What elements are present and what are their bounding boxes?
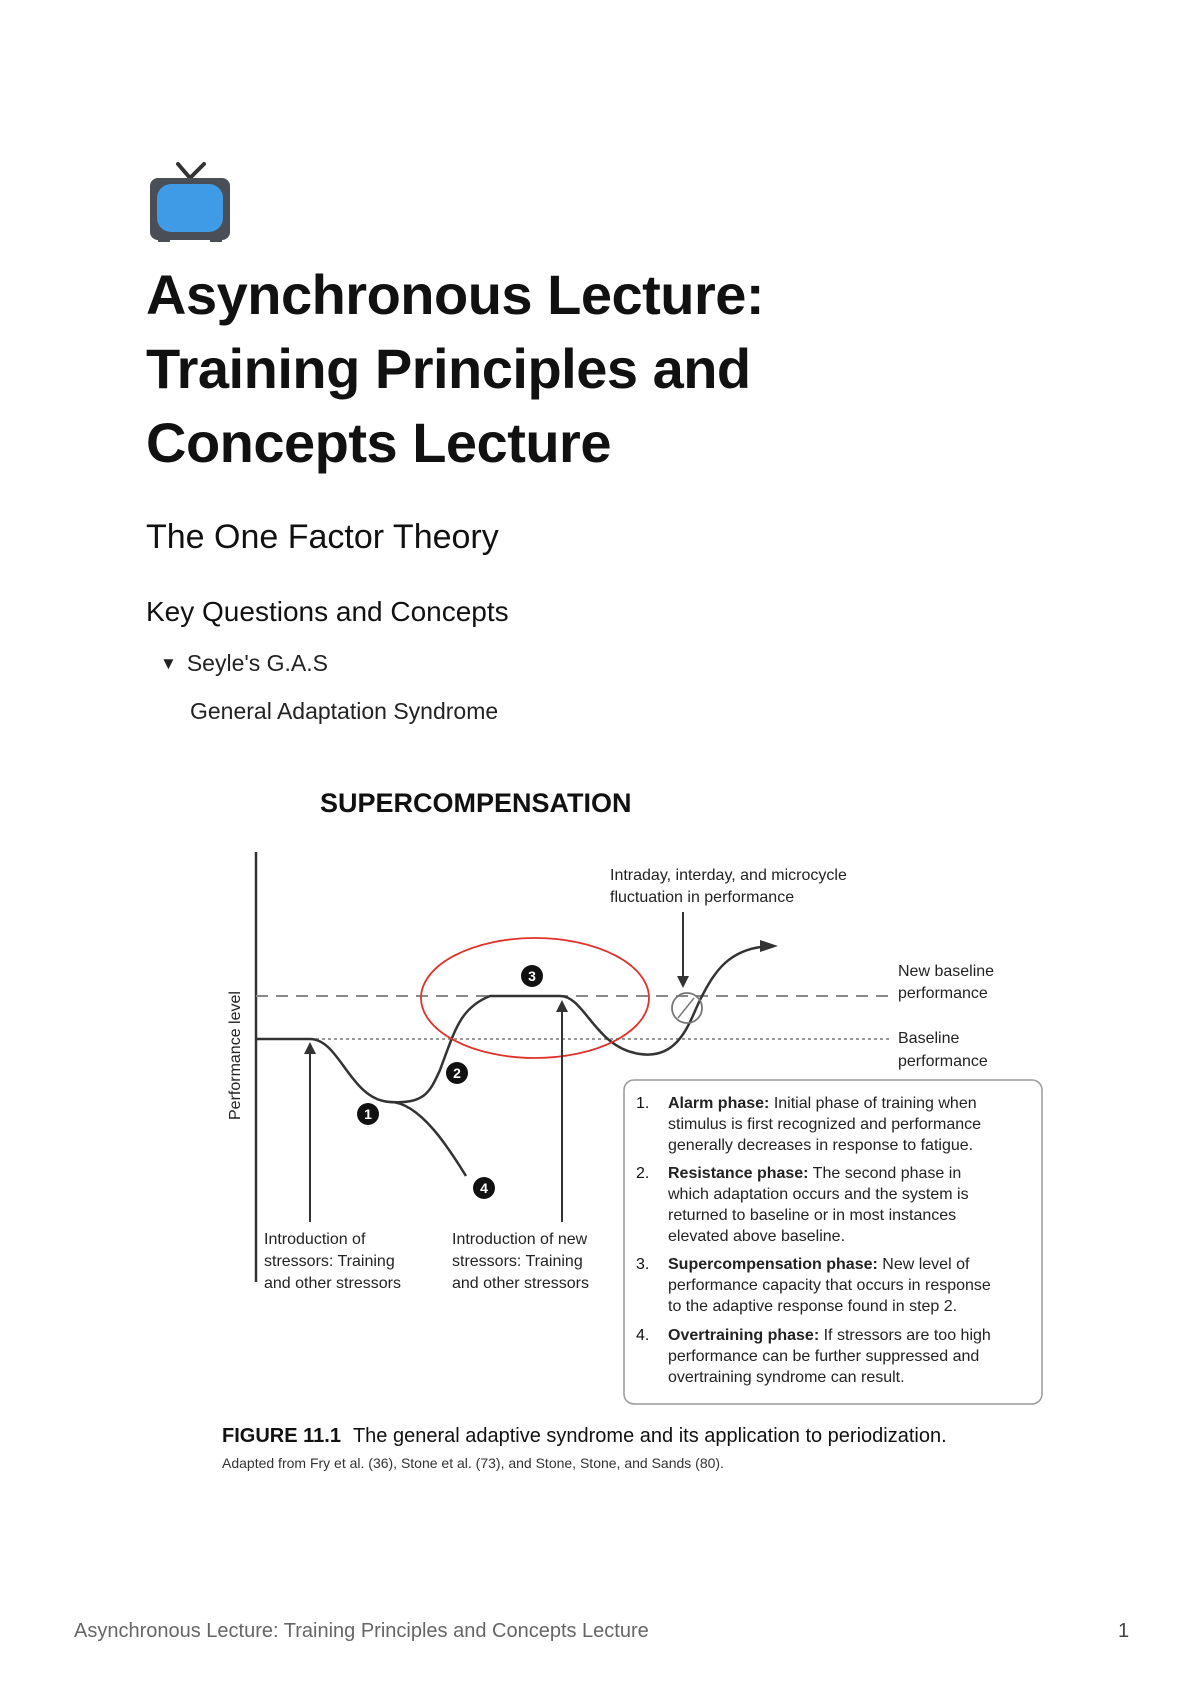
- svg-text:4: 4: [480, 1180, 488, 1196]
- intro-new-stressors-label: and other stressors: [452, 1275, 589, 1292]
- svg-text:2.: 2.: [636, 1165, 650, 1182]
- title-line: Asynchronous Lecture:: [146, 263, 765, 326]
- baseline-label: Baseline: [898, 1030, 960, 1047]
- toggle-body-text: General Adaptation Syndrome: [190, 698, 499, 724]
- svg-text:stimulus is first recognized a: stimulus is first recognized and performance: [668, 1116, 982, 1133]
- intro-new-stressors-label: Introduction of new: [452, 1231, 588, 1248]
- svg-text:3.: 3.: [636, 1256, 650, 1273]
- figure-title: SUPERCOMPENSATION: [320, 788, 632, 818]
- svg-text:4.: 4.: [636, 1327, 650, 1344]
- phase-badge-3: [521, 965, 543, 987]
- svg-text:Overtraining phase: If stresso: Overtraining phase: If stressors are too high: [668, 1327, 991, 1344]
- new-baseline-label: New baseline: [898, 963, 995, 980]
- svg-text:elevated above baseline.: elevated above baseline.: [668, 1228, 846, 1245]
- subsection-heading: Key Questions and Concepts: [146, 596, 509, 627]
- caret-down-icon[interactable]: ▼: [160, 653, 177, 673]
- intro-stressors-label: stressors: Training: [264, 1253, 395, 1270]
- footer-title: Asynchronous Lecture: Training Principles and Concepts Lecture: [74, 1620, 649, 1642]
- stressor-arrowhead-1: [304, 1042, 316, 1054]
- intro-stressors-label: Introduction of: [264, 1231, 366, 1248]
- performance-curve: [256, 946, 770, 1102]
- svg-text:2: 2: [453, 1065, 461, 1081]
- svg-text:generally decreases in respons: generally decreases in response to fatigue.: [668, 1137, 974, 1154]
- svg-text:overtraining syndrome can resu: overtraining syndrome can result.: [668, 1369, 905, 1386]
- overtraining-curve: [390, 1102, 466, 1176]
- title-line: Concepts Lecture: [146, 411, 611, 474]
- phase-step-1: [636, 1095, 981, 1154]
- svg-text:3: 3: [528, 968, 536, 984]
- page-title: [146, 258, 1046, 480]
- fluctuation-annotation: fluctuation in performance: [610, 889, 795, 906]
- svg-text:Supercompensation phase: New l: Supercompensation phase: New level of: [668, 1256, 970, 1273]
- phase-badge-4: [473, 1177, 495, 1199]
- figure-caption: FIGURE 11.1 The general adaptive syndrome and its application to periodization.: [222, 1425, 947, 1447]
- svg-text:which adaptation occurs and th: which adaptation occurs and the system is: [668, 1186, 969, 1203]
- phase-badge-1: [357, 1103, 379, 1125]
- fluctuation-arrowhead: [677, 976, 689, 988]
- phase-step-3: [636, 1256, 991, 1315]
- svg-text:Resistance phase: The second p: Resistance phase: The second phase in: [668, 1165, 962, 1182]
- svg-text:to the adaptive response found: to the adaptive response found in step 2.: [668, 1298, 958, 1315]
- svg-text:1: 1: [364, 1106, 372, 1122]
- toggle-seyles-gas[interactable]: [160, 650, 328, 677]
- phase-badge-2: [446, 1062, 468, 1084]
- section-heading: The One Factor Theory: [146, 518, 499, 556]
- title-line: Training Principles and: [146, 337, 751, 400]
- new-baseline-label: performance: [898, 985, 988, 1002]
- page-number: 1: [1118, 1620, 1130, 1642]
- svg-text:performance can be further sup: performance can be further suppressed and: [668, 1348, 980, 1365]
- y-axis-label: Performance level: [227, 991, 244, 1120]
- svg-text:1.: 1.: [636, 1095, 650, 1112]
- fluctuation-mark: [678, 998, 694, 1018]
- svg-text:performance capacity that occu: performance capacity that occurs in response: [668, 1277, 991, 1294]
- figure-source: Adapted from Fry et al. (36), Stone et al. (73), and Stone, Stone, and Sands (80).: [222, 1455, 724, 1471]
- baseline-label: performance: [898, 1053, 988, 1070]
- stressor-arrowhead-2: [556, 1000, 568, 1012]
- svg-text:returned to baseline or in mos: returned to baseline or in most instances: [668, 1207, 957, 1224]
- curve-arrowhead: [760, 940, 778, 952]
- supercompensation-figure: [200, 780, 1060, 1480]
- fluctuation-annotation: Intraday, interday, and microcycle: [610, 867, 847, 884]
- svg-text:Alarm phase: Initial phase of: Alarm phase: Initial phase of training when: [668, 1095, 977, 1112]
- intro-new-stressors-label: stressors: Training: [452, 1253, 583, 1270]
- intro-stressors-label: and other stressors: [264, 1275, 401, 1292]
- television-icon: [148, 160, 232, 244]
- toggle-label: Seyle's G.A.S: [186, 650, 328, 676]
